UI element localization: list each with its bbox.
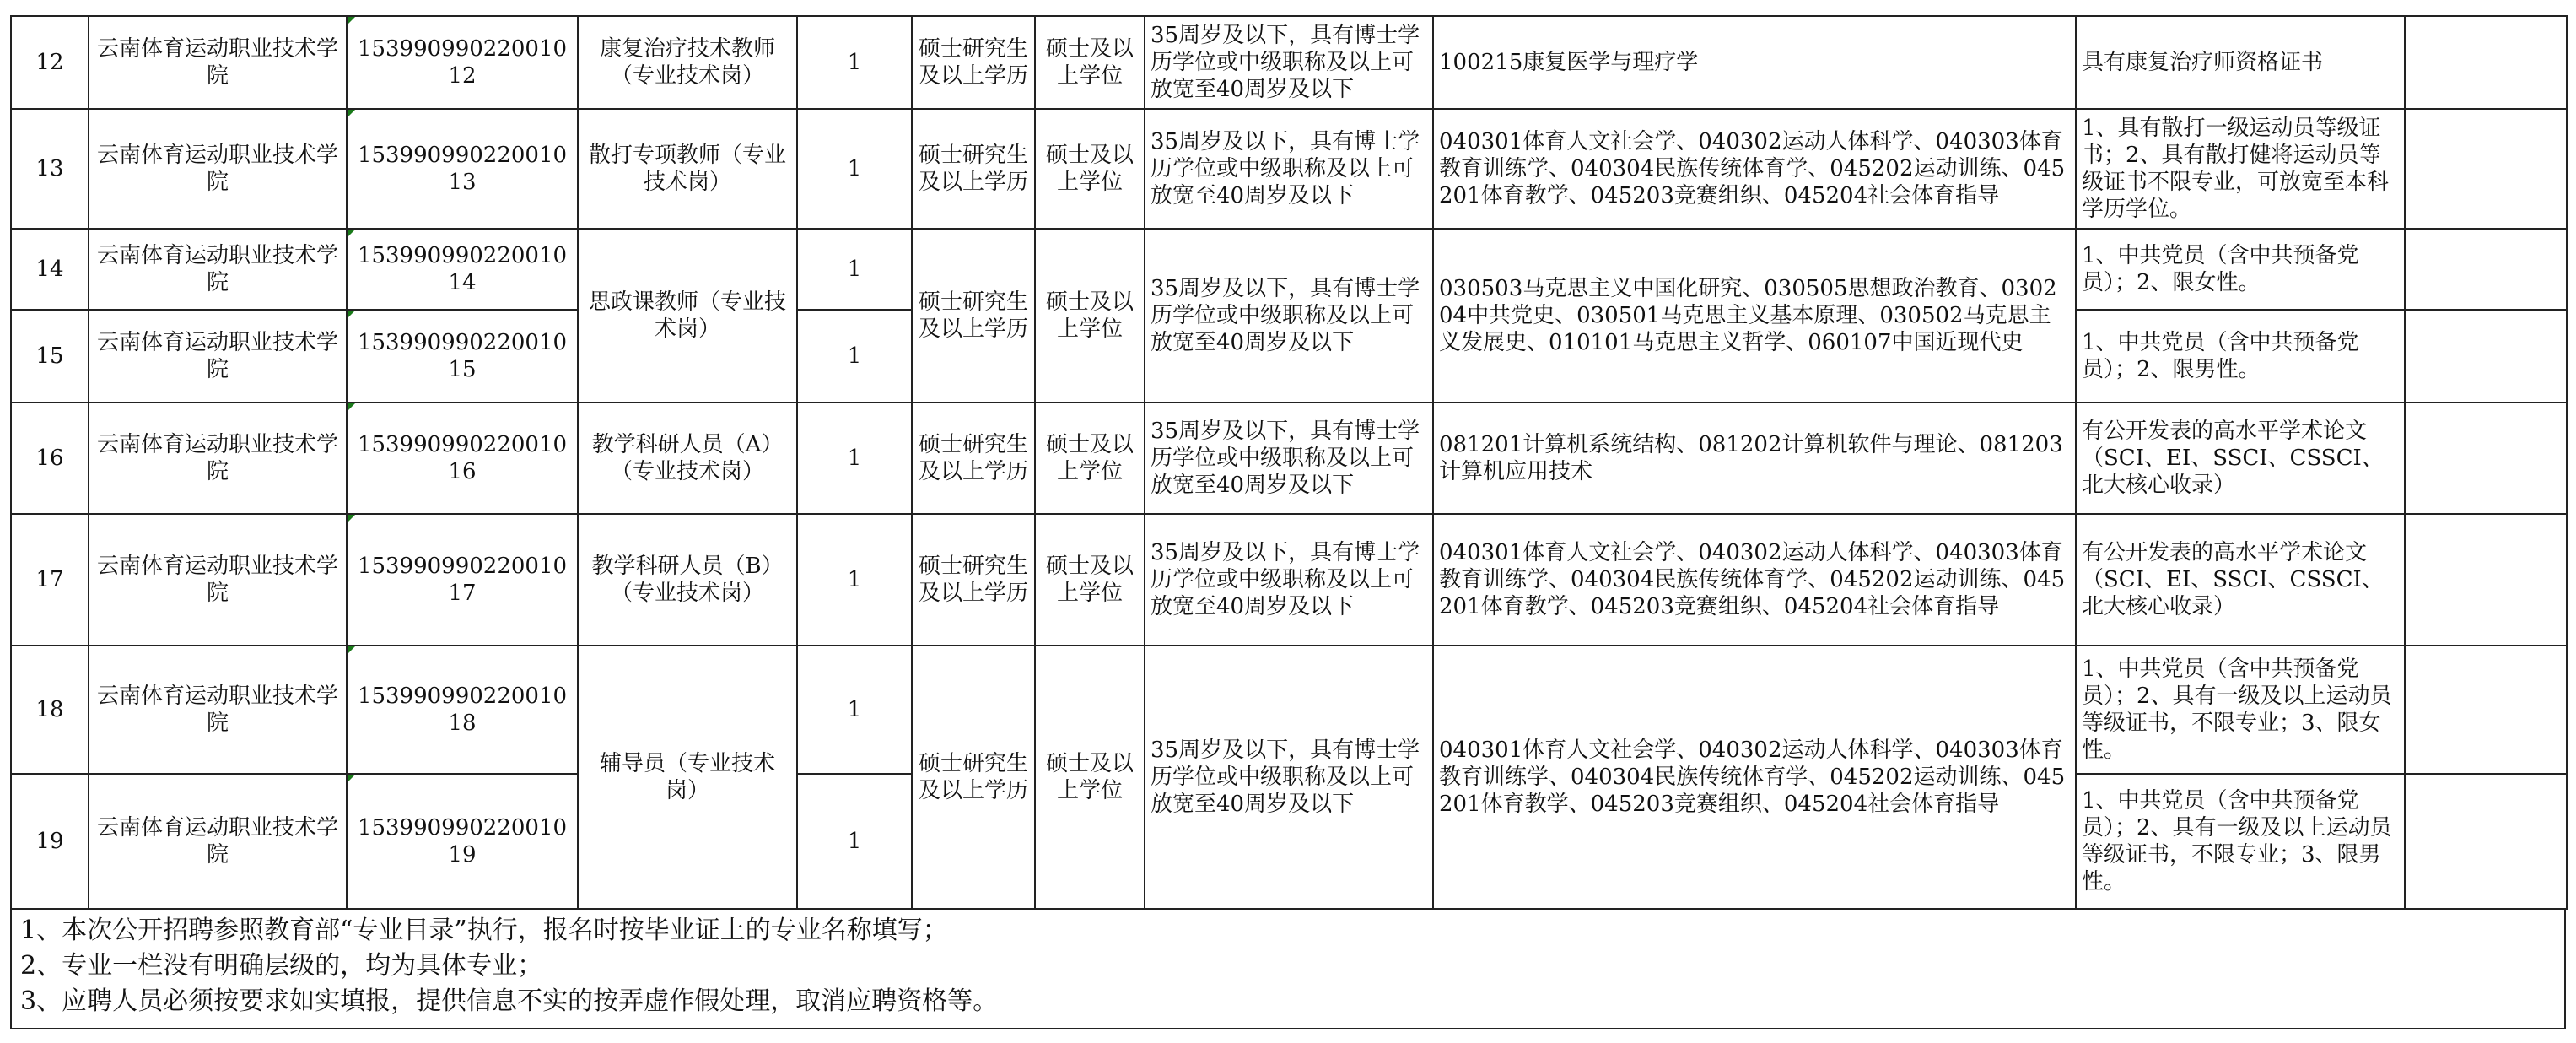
remark[interactable] (2405, 403, 2567, 514)
age-requirement[interactable]: 35周岁及以下，具有博士学历学位或中级职称及以上可放宽至40周岁及以下 (1145, 403, 1433, 514)
major-requirement[interactable]: 030503马克思主义中国化研究、030505思想政治教育、030204中共党史、030501马克思主义基本原理、030502马克思主义发展史、010101马克思主义哲学、060107中国近现代史 (1433, 229, 2076, 403)
post-name[interactable]: 教学科研人员（B）（专业技术岗） (578, 514, 797, 646)
major-requirement[interactable]: 100215康复医学与理疗学 (1433, 16, 2076, 109)
other-requirement[interactable]: 1、中共党员（含中共预备党员）；2、具有一级及以上运动员等级证书，不限专业；3、限女性。 (2076, 646, 2405, 774)
post-name[interactable]: 思政课教师（专业技术岗） (578, 229, 797, 403)
major-requirement[interactable]: 040301体育人文社会学、040302运动人体科学、040303体育教育训练学、040304民族传统体育学、045202运动训练、045201体育教学、045203竞赛组织、045204社会体育指导 (1433, 514, 2076, 646)
degree[interactable]: 硕士及以上学位 (1035, 16, 1145, 109)
other-requirement[interactable]: 具有康复治疗师资格证书 (2076, 16, 2405, 109)
education[interactable]: 硕士研究生及以上学历 (912, 646, 1035, 909)
education[interactable]: 硕士研究生及以上学历 (912, 229, 1035, 403)
other-requirement[interactable]: 1、具有散打一级运动员等级证书；2、具有散打健将运动员等级证书不限专业，可放宽至本科学历学位。 (2076, 109, 2405, 229)
unit-name[interactable]: 云南体育运动职业技术学院 (89, 514, 347, 646)
remark[interactable] (2405, 229, 2567, 310)
row-number[interactable]: 18 (11, 646, 89, 774)
other-requirement[interactable]: 1、中共党员（含中共预备党员）；2、限男性。 (2076, 310, 2405, 403)
other-requirement[interactable]: 1、中共党员（含中共预备党员）；2、限女性。 (2076, 229, 2405, 310)
hire-count[interactable]: 1 (797, 403, 912, 514)
age-requirement[interactable]: 35周岁及以下，具有博士学历学位或中级职称及以上可放宽至40周岁及以下 (1145, 514, 1433, 646)
hire-count[interactable]: 1 (797, 646, 912, 774)
unit-name[interactable]: 云南体育运动职业技术学院 (89, 310, 347, 403)
post-code[interactable]: 15399099022001017 (347, 514, 578, 646)
major-requirement[interactable]: 081201计算机系统结构、081202计算机软件与理论、081203计算机应用技术 (1433, 403, 2076, 514)
unit-name[interactable]: 云南体育运动职业技术学院 (89, 16, 347, 109)
hire-count[interactable]: 1 (797, 514, 912, 646)
degree[interactable]: 硕士及以上学位 (1035, 109, 1145, 229)
unit-name[interactable]: 云南体育运动职业技术学院 (89, 109, 347, 229)
row-number[interactable]: 13 (11, 109, 89, 229)
table-row (11, 229, 2567, 310)
age-requirement[interactable]: 35周岁及以下，具有博士学历学位或中级职称及以上可放宽至40周岁及以下 (1145, 109, 1433, 229)
remark[interactable] (2405, 514, 2567, 646)
hire-count[interactable]: 1 (797, 310, 912, 403)
unit-name[interactable]: 云南体育运动职业技术学院 (89, 403, 347, 514)
other-requirement[interactable]: 有公开发表的高水平学术论文（SCI、EI、SSCI、CSSCI、北大核心收录） (2076, 514, 2405, 646)
table-row (11, 646, 2567, 774)
education[interactable]: 硕士研究生及以上学历 (912, 16, 1035, 109)
recruitment-table (10, 15, 2568, 910)
unit-name[interactable]: 云南体育运动职业技术学院 (89, 229, 347, 310)
post-name[interactable]: 康复治疗技术教师（专业技术岗） (578, 16, 797, 109)
note-line: 1、本次公开招聘参照教育部“专业目录”执行，报名时按毕业证上的专业名称填写； (20, 916, 948, 945)
row-number[interactable]: 17 (11, 514, 89, 646)
degree[interactable]: 硕士及以上学位 (1035, 229, 1145, 403)
notes-block[interactable] (10, 908, 2566, 1029)
degree[interactable]: 硕士及以上学位 (1035, 403, 1145, 514)
other-requirement[interactable]: 有公开发表的高水平学术论文（SCI、EI、SSCI、CSSCI、北大核心收录） (2076, 403, 2405, 514)
degree[interactable]: 硕士及以上学位 (1035, 514, 1145, 646)
post-code[interactable]: 15399099022001014 (347, 229, 578, 310)
post-name[interactable]: 散打专项教师（专业技术岗） (578, 109, 797, 229)
education[interactable]: 硕士研究生及以上学历 (912, 403, 1035, 514)
remark[interactable] (2405, 310, 2567, 403)
row-number[interactable]: 16 (11, 403, 89, 514)
hire-count[interactable]: 1 (797, 109, 912, 229)
row-number[interactable]: 15 (11, 310, 89, 403)
other-requirement[interactable]: 1、中共党员（含中共预备党员）；2、具有一级及以上运动员等级证书，不限专业；3、限男性。 (2076, 774, 2405, 909)
unit-name[interactable]: 云南体育运动职业技术学院 (89, 774, 347, 909)
post-code[interactable]: 15399099022001013 (347, 109, 578, 229)
unit-name[interactable]: 云南体育运动职业技术学院 (89, 646, 347, 774)
table-row (11, 16, 2567, 109)
education[interactable]: 硕士研究生及以上学历 (912, 109, 1035, 229)
hire-count[interactable]: 1 (797, 774, 912, 909)
age-requirement[interactable]: 35周岁及以下，具有博士学历学位或中级职称及以上可放宽至40周岁及以下 (1145, 229, 1433, 403)
note-line: 3、应聘人员必须按要求如实填报，提供信息不实的按弄虚作假处理，取消应聘资格等。 (20, 986, 999, 1016)
post-code[interactable]: 15399099022001019 (347, 774, 578, 909)
major-requirement[interactable]: 040301体育人文社会学、040302运动人体科学、040303体育教育训练学、040304民族传统体育学、045202运动训练、045201体育教学、045203竞赛组织、045204社会体育指导 (1433, 646, 2076, 909)
table-row (11, 403, 2567, 514)
row-number[interactable]: 19 (11, 774, 89, 909)
remark[interactable] (2405, 646, 2567, 774)
major-requirement[interactable]: 040301体育人文社会学、040302运动人体科学、040303体育教育训练学、040304民族传统体育学、045202运动训练、045201体育教学、045203竞赛组织、045204社会体育指导 (1433, 109, 2076, 229)
post-code[interactable]: 15399099022001012 (347, 16, 578, 109)
note-line: 2、专业一栏没有明确层级的，均为具体专业； (20, 951, 543, 981)
hire-count[interactable]: 1 (797, 16, 912, 109)
remark[interactable] (2405, 109, 2567, 229)
post-name[interactable]: 教学科研人员（A）（专业技术岗） (578, 403, 797, 514)
post-code[interactable]: 15399099022001018 (347, 646, 578, 774)
post-code[interactable]: 15399099022001016 (347, 403, 578, 514)
remark[interactable] (2405, 774, 2567, 909)
remark[interactable] (2405, 16, 2567, 109)
hire-count[interactable]: 1 (797, 229, 912, 310)
post-code[interactable]: 15399099022001015 (347, 310, 578, 403)
row-number[interactable]: 12 (11, 16, 89, 109)
education[interactable]: 硕士研究生及以上学历 (912, 514, 1035, 646)
table-row (11, 514, 2567, 646)
row-number[interactable]: 14 (11, 229, 89, 310)
degree[interactable]: 硕士及以上学位 (1035, 646, 1145, 909)
post-name[interactable]: 辅导员（专业技术岗） (578, 646, 797, 909)
table-row (11, 109, 2567, 229)
age-requirement[interactable]: 35周岁及以下，具有博士学历学位或中级职称及以上可放宽至40周岁及以下 (1145, 16, 1433, 109)
age-requirement[interactable]: 35周岁及以下，具有博士学历学位或中级职称及以上可放宽至40周岁及以下 (1145, 646, 1433, 909)
